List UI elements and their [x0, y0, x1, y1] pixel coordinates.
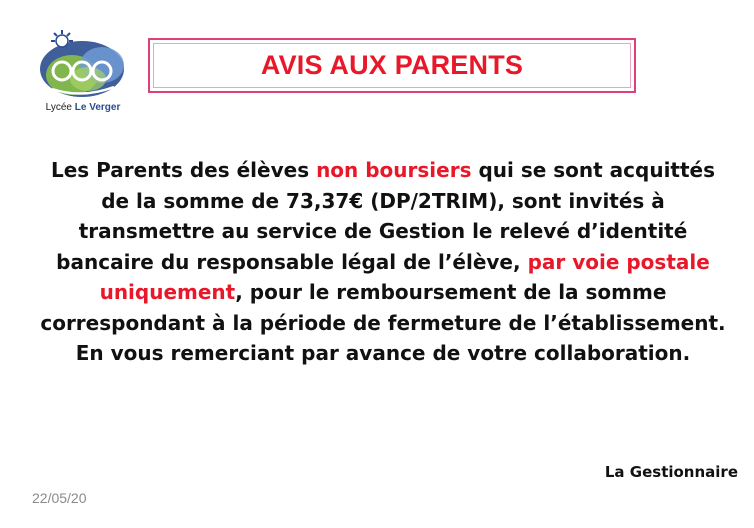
title-frame — [148, 38, 636, 93]
logo-caption-name: Le Verger — [74, 102, 121, 113]
notice-highlight-postal: par voie postale uniquement — [99, 249, 710, 304]
notice-text-part3: qui se sont acquittés de la somme de 73,37€ (DP/2TRIM), sont invités à transmettre au service de Gestion le relevé d’identité bancaire du responsable légal de l’élève, — [56, 158, 716, 274]
page-title: AVIS AUX PARENTS — [260, 50, 524, 80]
notice-text-part5: , pour le remboursement de la somme correspondant à la période de fermeture de l’établissement. — [40, 280, 726, 335]
logo-caption-prefix: Lycée — [45, 102, 72, 113]
school-logo — [32, 29, 134, 119]
notice-text-part1: Les Parents des élèves — [50, 158, 317, 182]
logo-caption — [32, 102, 134, 113]
notice-body — [38, 155, 728, 369]
document-date: 22/05/20 — [32, 490, 87, 506]
title-inner-frame — [153, 43, 631, 88]
lycee-logo-icon — [32, 29, 134, 103]
notice-highlight-non-boursiers: non boursiers — [316, 158, 472, 182]
notice-closing: En vous remerciant par avance de votre collaboration. — [75, 341, 691, 365]
signature: La Gestionnaire — [604, 463, 738, 481]
